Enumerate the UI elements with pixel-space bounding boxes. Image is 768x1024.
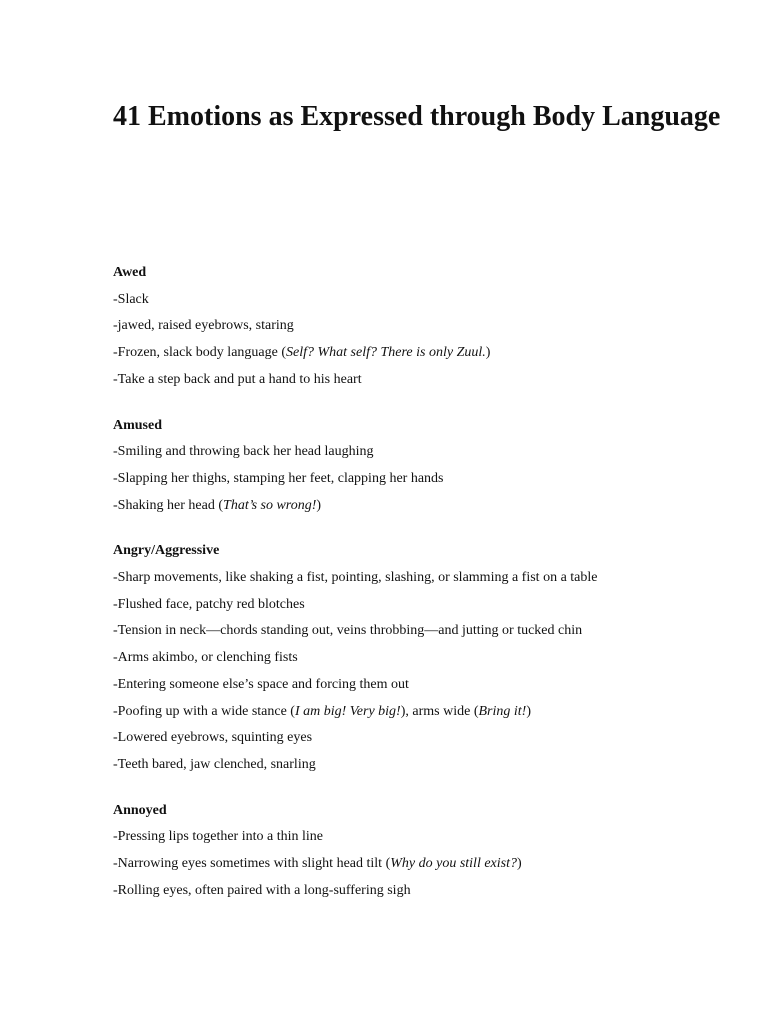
list-item <box>113 439 753 466</box>
emotion-section <box>113 538 753 778</box>
item-text: ) <box>526 703 532 719</box>
list-item <box>113 313 753 340</box>
list-item <box>113 725 753 752</box>
item-text: -Arms akimbo, or clenching fists <box>113 650 298 666</box>
section-heading: Annoyed <box>113 802 167 818</box>
list-item <box>113 340 753 367</box>
item-text: -jawed, raised eyebrows, staring <box>113 318 294 334</box>
italic-text: Why do you still exist? <box>390 856 517 872</box>
item-text: ) <box>316 497 322 513</box>
italic-text: I am big! Very big! <box>294 703 401 719</box>
list-item <box>113 752 753 779</box>
item-text: -Pressing lips together into a thin line <box>113 829 323 845</box>
item-text: -Narrowing eyes sometimes with slight head tilt ( <box>113 856 391 872</box>
section-heading: Awed <box>113 265 147 280</box>
item-text: -Take a step back and put a hand to his heart <box>113 371 362 387</box>
item-text: ) <box>485 345 491 361</box>
emotion-sections <box>113 260 753 923</box>
list-item <box>113 824 753 851</box>
item-text: ), arms wide ( <box>400 703 479 719</box>
list-item <box>113 645 753 672</box>
item-text: -Poofing up with a wide stance ( <box>113 703 295 719</box>
section-heading: Amused <box>113 417 163 433</box>
emotion-section <box>113 798 753 905</box>
italic-text: Self? What self? There is only Zuul. <box>286 345 486 361</box>
list-item <box>113 592 753 619</box>
list-item <box>113 851 753 878</box>
list-item <box>113 878 753 905</box>
list-item <box>113 672 753 699</box>
item-text: -Slapping her thighs, stamping her feet, clapping her hands <box>113 470 444 486</box>
page-title: 41 Emotions as Expressed through Body Language <box>113 101 721 132</box>
item-text: -Lowered eyebrows, squinting eyes <box>113 730 313 746</box>
list-item <box>113 493 753 520</box>
list-item <box>113 565 753 592</box>
item-text: -Teeth bared, jaw clenched, snarling <box>113 756 316 772</box>
item-text: -Slack <box>113 291 149 307</box>
emotion-section <box>113 260 753 394</box>
emotion-section <box>113 413 753 520</box>
item-text: -Sharp movements, like shaking a fist, pointing, slashing, or slamming a fist on a table <box>113 570 598 586</box>
item-text: -Shaking her head ( <box>113 497 224 513</box>
item-text: -Frozen, slack body language ( <box>113 345 286 361</box>
list-item <box>113 699 753 726</box>
section-heading: Angry/Aggressive <box>113 543 220 559</box>
item-text: -Entering someone else’s space and forcing them out <box>113 676 409 692</box>
italic-text: Bring it! <box>478 703 527 719</box>
item-text: -Tension in neck—chords standing out, veins throbbing—and jutting or tucked chin <box>113 623 583 639</box>
italic-text: That’s so wrong! <box>223 497 317 513</box>
list-item <box>113 466 753 493</box>
item-text: -Rolling eyes, often paired with a long-suffering sigh <box>113 882 411 898</box>
item-text: -Smiling and throwing back her head laughing <box>113 444 374 460</box>
item-text: ) <box>517 856 522 872</box>
list-item <box>113 367 753 394</box>
item-text: -Flushed face, patchy red blotches <box>113 596 305 612</box>
list-item <box>113 618 753 645</box>
list-item <box>113 287 753 314</box>
